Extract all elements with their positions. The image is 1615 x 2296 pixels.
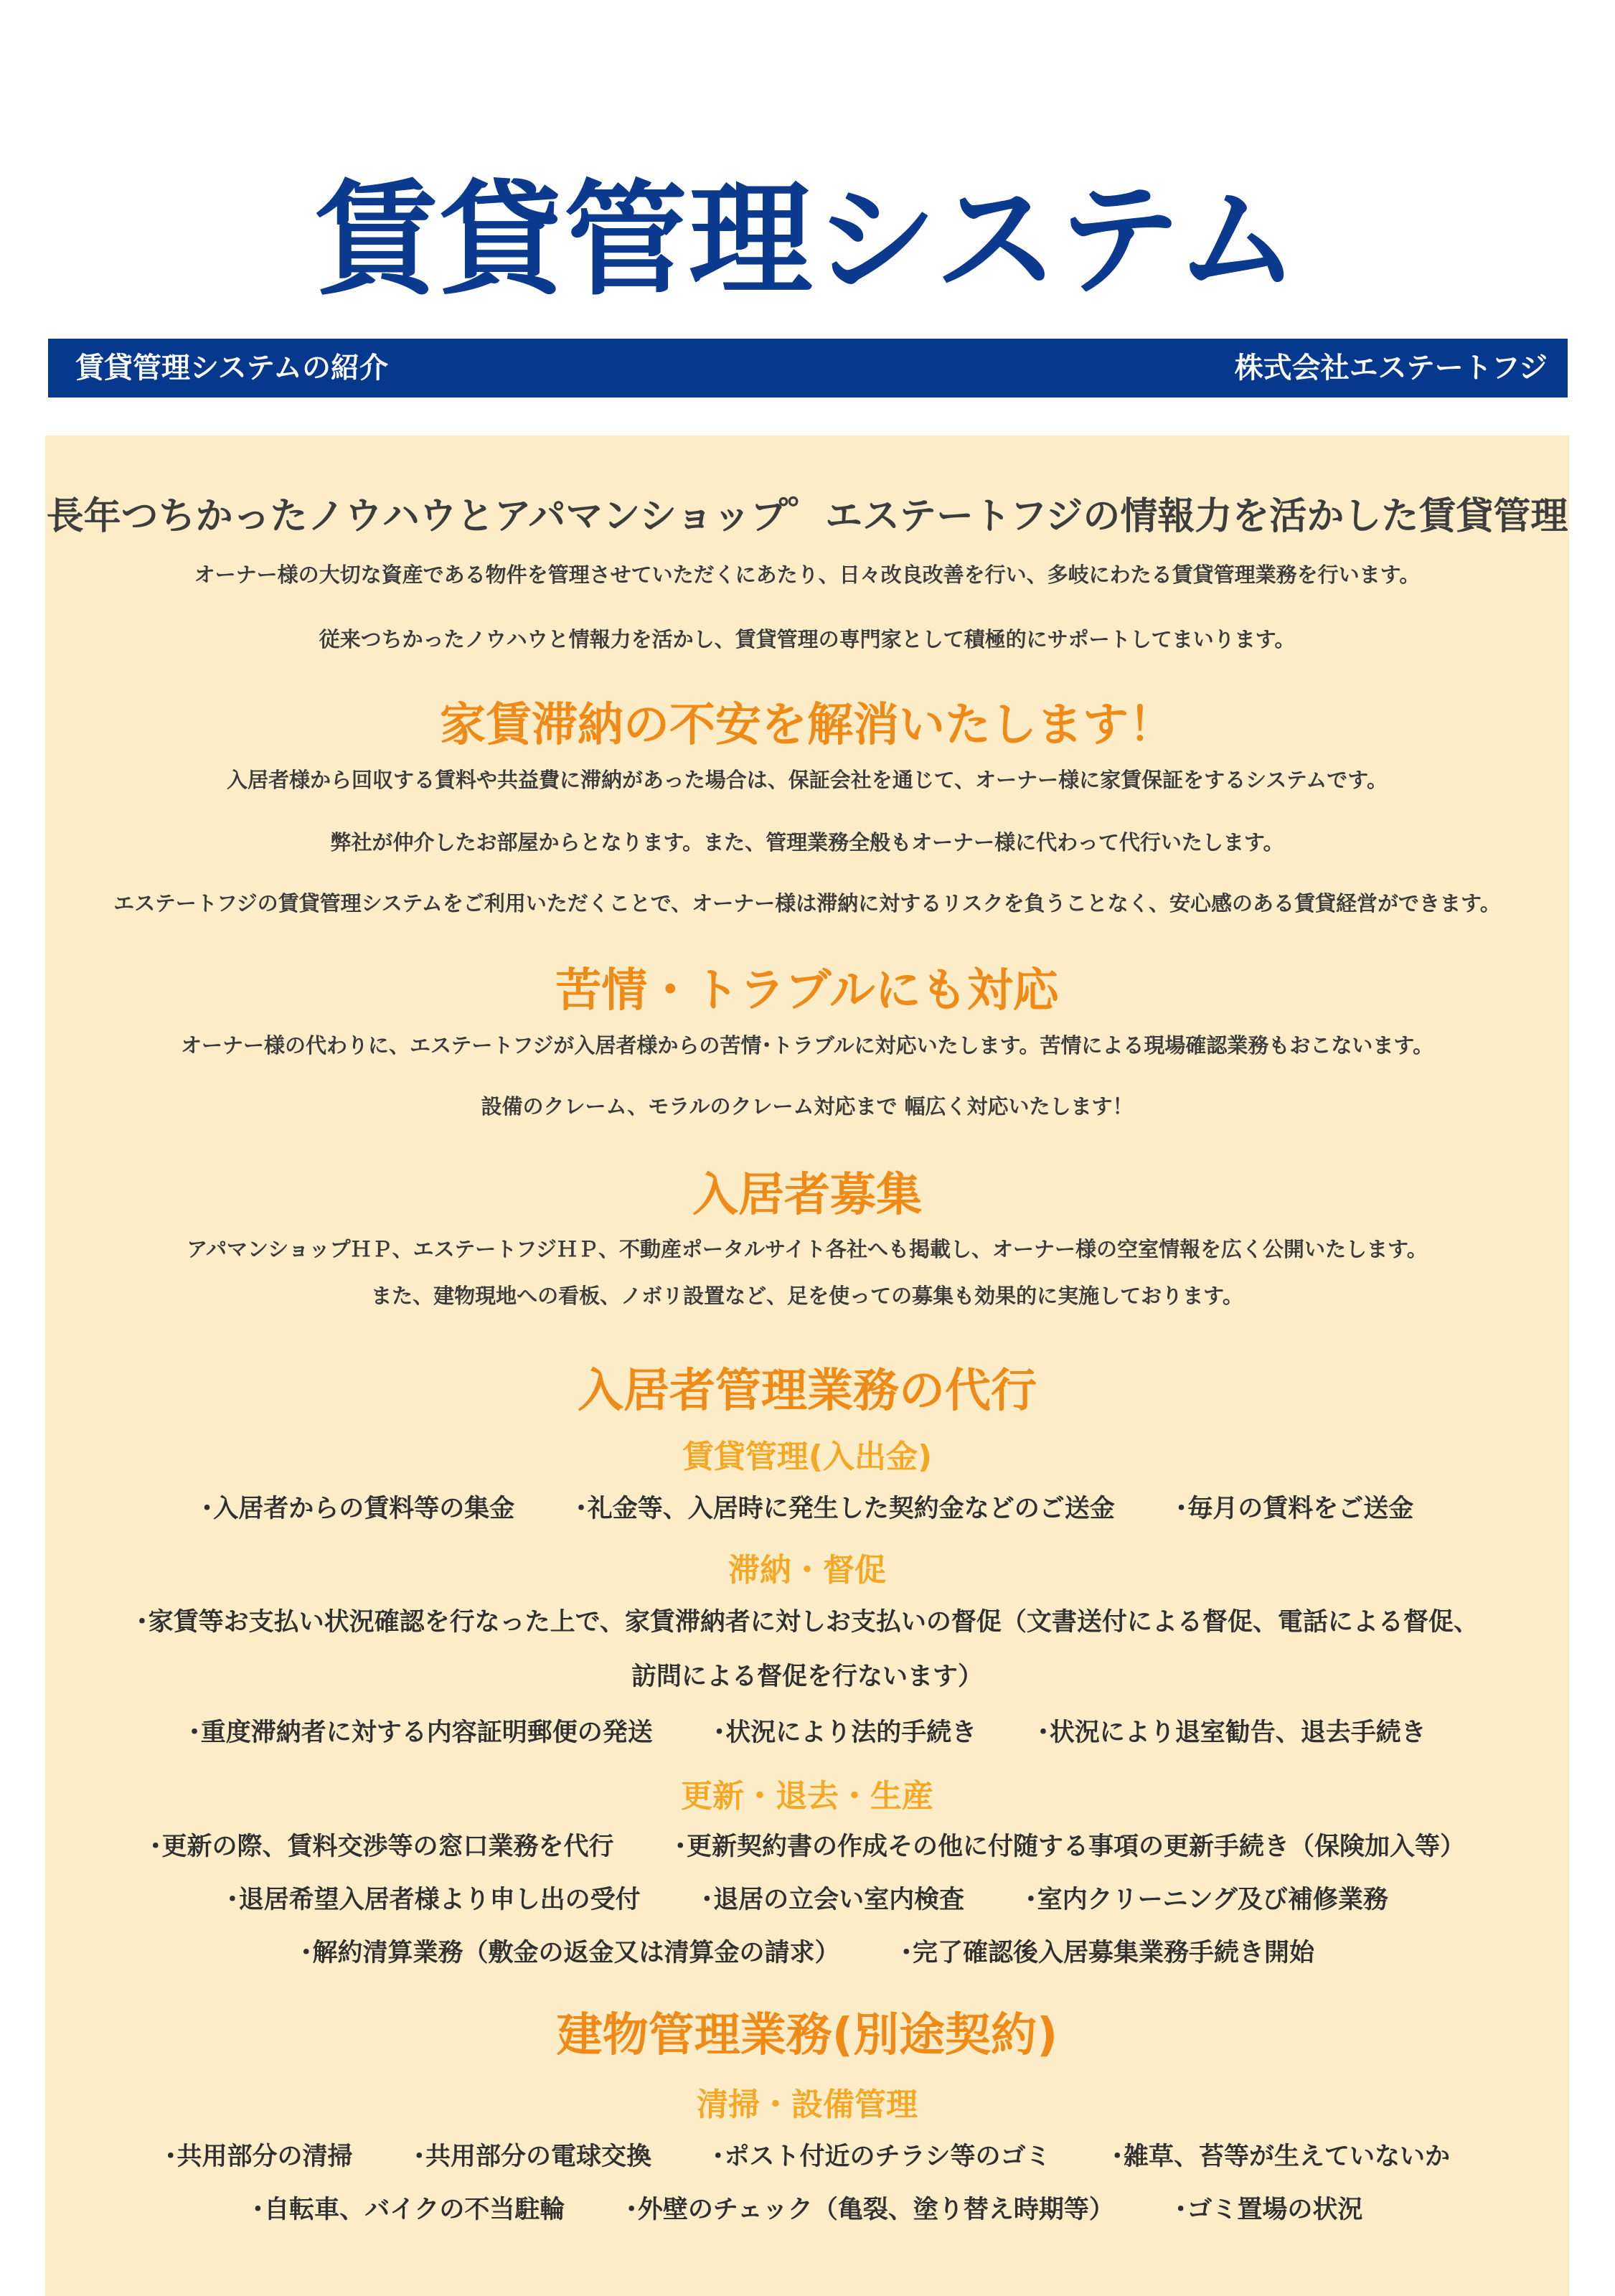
bullet-line: 訪問による督促を行ないます） bbox=[631, 1662, 983, 1691]
company-name: 株式会社エステートフジ bbox=[1234, 352, 1548, 385]
bullet-row bbox=[45, 2190, 1569, 2226]
subheading-cleaning: 清掃・設備管理 bbox=[697, 2086, 918, 2123]
bullet-item: ･外壁のチェック（亀裂、塗り替え時期等） bbox=[625, 2196, 1114, 2224]
section-heading-recruitment: 入居者募集 bbox=[692, 1169, 922, 1222]
bullet-row bbox=[45, 1713, 1569, 1749]
page-title: 賃貸管理システム bbox=[314, 168, 1301, 312]
bullet-item: ･退居希望入居者様より申し出の受付 bbox=[226, 1886, 641, 1914]
section-line: 弊社が仲介したお部屋からとなります。また、管理業務全般もオーナー様に代わって代行いたします。 bbox=[330, 830, 1284, 855]
section-line: エステートフジの賃貸管理システムをご利用いただくことで、オーナー様は滞納に対するリスクを負うことなく、安心感のある賃貸経営ができます。 bbox=[113, 891, 1501, 916]
bullet-item: ･更新契約書の作成その他に付随する事項の更新手続き（保険加入等） bbox=[674, 1832, 1466, 1861]
bullet-item: ･ポスト付近のチラシ等のゴミ bbox=[712, 2142, 1051, 2171]
bullet-row bbox=[45, 2137, 1569, 2173]
bullet-item: ･入居者からの賃料等の集金 bbox=[200, 1495, 515, 1523]
bullet-item: ･重度滞納者に対する内容証明郵便の発送 bbox=[188, 1718, 653, 1747]
bullet-item: ･礼金等、入居時に発生した契約金などのご送金 bbox=[575, 1495, 1115, 1523]
bullet-item: ･退居の立会い室内検査 bbox=[700, 1886, 965, 1914]
bullet-item: ･状況により法的手続き bbox=[712, 1718, 977, 1747]
section-line: オーナー様の代わりに、エステートフジが入居者様からの苦情･トラブルに対応いたします。苦情による現場確認業務もおこないます。 bbox=[180, 1033, 1434, 1058]
section-heading-building-management: 建物管理業務(別途契約) bbox=[556, 2009, 1058, 2062]
bullet-item: ･共用部分の清掃 bbox=[164, 2142, 353, 2171]
bullet-item: ･状況により退室勧告、退去手続き bbox=[1037, 1718, 1426, 1747]
bullet-row bbox=[45, 1933, 1569, 1969]
band-left-label: 賃貸管理システムの紹介 bbox=[75, 352, 388, 385]
bullet-row bbox=[45, 1880, 1569, 1916]
bullet-item: ･室内クリーニング及び補修業務 bbox=[1025, 1886, 1388, 1914]
section-line: 設備のクレーム、モラルのクレーム対応まで 幅広く対応いたします！ bbox=[481, 1094, 1134, 1119]
subheading-rent-management: 賃貸管理(入出金) bbox=[682, 1439, 933, 1475]
intro-lead: 長年つちかったノウハウとアパマンショップ゜エステートフジの情報力を活かした賃貸管理 bbox=[46, 495, 1568, 538]
section-heading-rent-arrears: 家賃滞納の不安を解消いたします！ bbox=[440, 699, 1174, 752]
bullet-item: ･自転車、バイクの不当駐輪 bbox=[251, 2196, 565, 2224]
bullet-item: ･完了確認後入居募集業務手続き開始 bbox=[900, 1939, 1315, 1967]
bullet-item: ･雑草、苔等が生えていないか bbox=[1111, 2142, 1451, 2171]
subheading-renewal: 更新・退去・生産 bbox=[681, 1778, 933, 1815]
section-heading-complaints: 苦情・トラブルにも対応 bbox=[555, 964, 1059, 1017]
header-band bbox=[48, 339, 1568, 397]
content-panel bbox=[45, 436, 1569, 2296]
bullet-line: ･家賃等お支払い状況確認を行なった上で、家賃滞納者に対しお支払いの督促（文書送付による督促、電話による督促、 bbox=[136, 1608, 1479, 1637]
bullet-item: ･毎月の賃料をご送金 bbox=[1174, 1495, 1414, 1523]
subheading-arrears-demand: 滞納・督促 bbox=[728, 1552, 886, 1589]
section-line: アパマンショップＨＰ、エステートフジＨＰ、不動産ポータルサイト各社へも掲載し、オーナー様の空室情報を広く公開いたします。 bbox=[187, 1237, 1428, 1261]
section-heading-tenant-management: 入居者管理業務の代行 bbox=[578, 1365, 1037, 1418]
intro-line: オーナー様の大切な資産である物件を管理させていただくにあたり、日々改良改善を行い、多岐にわたる賃貸管理業務を行います。 bbox=[194, 563, 1421, 587]
section-line: 入居者様から回収する賃料や共益費に滞納があった場合は、保証会社を通じて、オーナー様に家賃保証をするシステムです。 bbox=[227, 768, 1388, 792]
bullet-item: ･解約清算業務（敷金の返金又は清算金の請求） bbox=[299, 1939, 840, 1967]
section-line: また、建物現地への看板、ノボリ設置など、足を使っての募集も効果的に実施しております。 bbox=[371, 1284, 1243, 1308]
bullet-item: ･更新の際、賃料交渉等の窓口業務を代行 bbox=[149, 1832, 614, 1861]
bullet-row bbox=[45, 1489, 1569, 1525]
intro-line: 従来つちかったノウハウと情報力を活かし、賃貸管理の専門家として積極的にサポートしてまいります。 bbox=[319, 627, 1296, 651]
bullet-item: ･共用部分の電球交換 bbox=[413, 2142, 651, 2171]
bullet-row bbox=[45, 1827, 1569, 1863]
bullet-item: ･ゴミ置場の状況 bbox=[1174, 2196, 1363, 2224]
